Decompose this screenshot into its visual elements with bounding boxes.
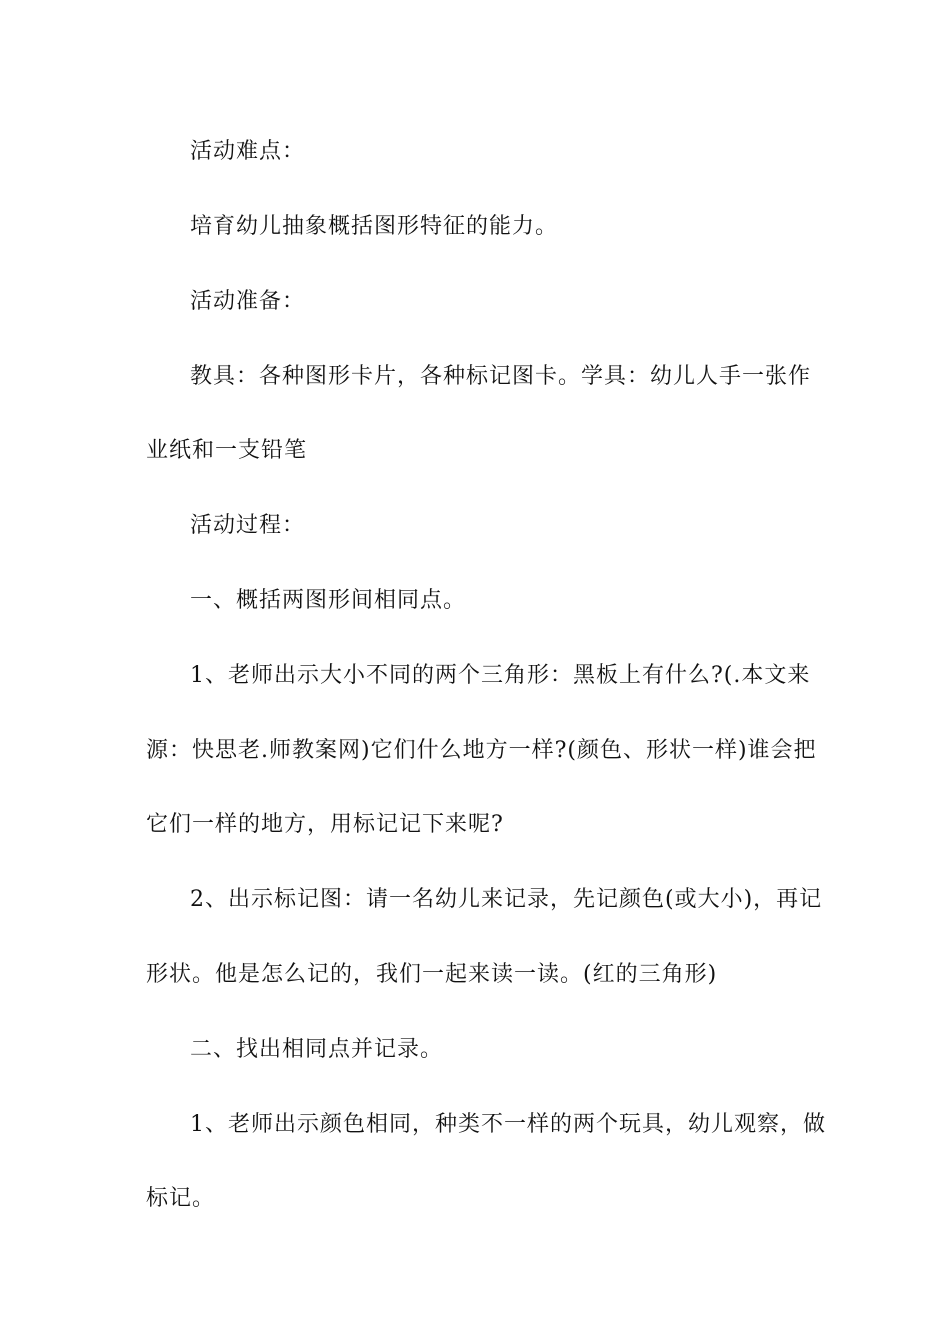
heading-activity-difficulty: 活动难点： [190,139,306,164]
paragraph-materials-line1: 教具：各种图形卡片，各种标记图卡。学具：幼儿人手一张作 [190,364,812,389]
step-2-line2: 形状。他是怎么记的，我们一起来读一读。(红的三角形) [146,962,718,987]
step-2-1-line2: 标记。 [146,1186,216,1211]
paragraph-difficulty-detail: 培育幼儿抽象概括图形特征的能力。 [190,214,559,239]
step-2-1-line1: 1、老师出示颜色相同，种类不一样的两个玩具，幼儿观察，做 [190,1112,826,1137]
step-2-line1: 2、出示标记图：请一名幼儿来记录，先记颜色(或大小)，再记 [190,887,823,912]
heading-activity-process: 活动过程： [190,513,306,538]
heading-activity-preparation: 活动准备： [190,289,306,314]
step-1-line2: 源：快思老.师教案网)它们什么地方一样?(颜色、形状一样)谁会把 [146,738,817,763]
section-heading-one: 一、概括两图形间相同点。 [190,588,467,613]
step-1-line3: 它们一样的地方，用标记记下来呢? [146,812,504,837]
section-heading-two: 二、找出相同点并记录。 [190,1037,444,1062]
step-1-line1: 1、老师出示大小不同的两个三角形：黑板上有什么?(.本文来 [190,663,811,688]
paragraph-materials-line2: 业纸和一支铅笔 [146,438,308,463]
